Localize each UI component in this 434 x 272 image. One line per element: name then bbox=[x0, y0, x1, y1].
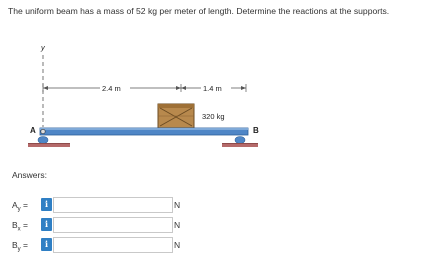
problem-statement: The uniform beam has a mass of 52 kg per meter of length. Determine the reactions at the supports. bbox=[8, 6, 390, 16]
dim-arrow-1 bbox=[43, 86, 48, 90]
by-unit: N bbox=[174, 240, 181, 250]
bx-unit: N bbox=[174, 220, 181, 230]
ay-unit: N bbox=[174, 200, 181, 210]
by-info-icon[interactable]: i bbox=[41, 238, 52, 251]
dim-arrow-4 bbox=[241, 86, 246, 90]
support-b-label: B bbox=[253, 126, 259, 135]
support-a-label: A bbox=[30, 126, 36, 135]
mass-label: 320 kg bbox=[202, 112, 225, 121]
dim-arrow-2 bbox=[176, 86, 181, 90]
answer-row-ay bbox=[12, 197, 182, 213]
answer-row-by bbox=[12, 237, 182, 253]
dim-arrow-3 bbox=[181, 86, 186, 90]
by-label: $B_y$ = bbox=[12, 240, 29, 253]
dimension-right-label: 1.4 m bbox=[203, 84, 222, 93]
ay-label: $A_y$ = bbox=[12, 200, 29, 213]
bx-input[interactable] bbox=[53, 217, 173, 233]
beam bbox=[40, 128, 248, 135]
ay-info-icon[interactable]: i bbox=[41, 198, 52, 211]
support-b bbox=[222, 137, 258, 148]
answers-heading: Answers: bbox=[12, 170, 47, 180]
bx-label: $B_x$ = bbox=[12, 220, 29, 233]
bx-info-icon[interactable]: i bbox=[41, 218, 52, 231]
dimension-left-label: 2.4 m bbox=[102, 84, 121, 93]
crate bbox=[158, 104, 194, 128]
ay-input[interactable] bbox=[53, 197, 173, 213]
y-axis-label: y bbox=[41, 43, 45, 52]
by-input[interactable] bbox=[53, 237, 173, 253]
answer-row-bx bbox=[12, 217, 182, 233]
